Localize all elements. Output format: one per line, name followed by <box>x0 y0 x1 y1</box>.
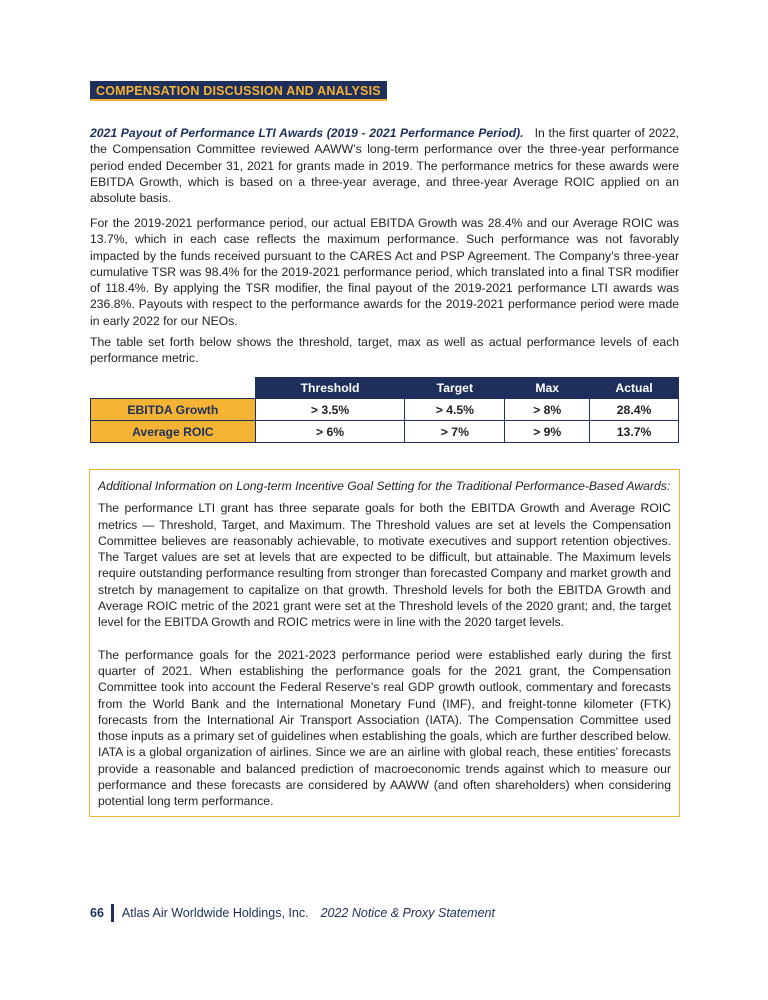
row-threshold: > 6% <box>255 421 405 443</box>
row-max: > 9% <box>505 421 590 443</box>
row-target: > 7% <box>405 421 505 443</box>
row-target: > 4.5% <box>405 399 505 421</box>
info-box-paragraph: The performance LTI grant has three separate goals for both the EBITDA Growth and Average ROIC metrics — Threshold, Target, and Maximum. The Threshold values are set at levels the Compensation Committee believes are reasonably achievable, to motivate executives and support retention objectives. The Target values are set at levels that are expected to be difficult, but attainable. The Maximum levels require outstanding performance resulting from stronger than forecasted Company and market growth and stretch by management to capitalize on that growth. Threshold levels for both the EBITDA Growth and Average ROIC metric of the 2021 grant were set at the Threshold levels of the 2020 grant; and, the target level for the EBITDA Growth and ROIC metrics were in line with the 2020 target levels. <box>98 501 671 630</box>
table-intro-text: The table set forth below shows the threshold, target, max as well as actual performance levels of each performance metric. <box>90 335 679 366</box>
page-number: 66 <box>90 906 104 920</box>
row-metric: EBITDA Growth <box>91 399 256 421</box>
page-footer <box>90 903 495 923</box>
row-max: > 8% <box>505 399 590 421</box>
additional-info-box <box>89 469 680 817</box>
footer-document-title: 2022 Notice & Proxy Statement <box>320 906 495 920</box>
performance-text: For the 2019-2021 performance period, our actual EBITDA Growth was 28.4% and our Average ROIC was 13.7%, which in each case reflects the maximum performance. Such performance was not favorably impacted by the funds received pursuant to the CARES Act and PSP Agreement. The Company’s three-year cumulative TSR was 98.4% for the 2019-2021 performance period, which translated into a final TSR modifier of 118.4%. By applying the TSR modifier, the final payout of the 2019-2021 performance LTI awards was 236.8%. Payouts with respect to the performance awards for the 2019-2021 performance period were made in early 2022 for our NEOs. <box>90 216 679 328</box>
payout-text: In the first quarter of 2022, the Compensation Committee reviewed AAWW’s long-term performance over the three-year performance period ended December 31, 2021 for grants made in 2019. The performance metrics for these awards were EBITDA Growth, which is based on a three-year average, and three-year Average ROIC applied on an absolute basis. <box>90 126 679 206</box>
info-box-paragraph: The performance goals for the 2021-2023 performance period were established early during the first quarter of 2021. When establishing the performance goals for the 2021 grant, the Compensation Committee took into account the Federal Reserve’s real GDP growth outlook, commentary and forecasts from the World Bank and the International Monetary Fund (IMF), and freight-tonne kilometer (FTK) forecasts from the International Air Transport Association (IATA). The Compensation Committee used those inputs as a primary set of guidelines when establishing the goals, which are further described below. IATA is a global organization of airlines. Since we are an airline with global reach, these entities’ forecasts provide a reasonable and balanced prediction of macroeconomic trends against which to measure our performance and these forecasts are considered by AAWW (and often shareholders) when considering potential long term performance. <box>98 647 671 809</box>
row-actual: 28.4% <box>590 399 679 421</box>
header-actual: Actual <box>590 377 679 399</box>
row-metric: Average ROIC <box>91 421 256 443</box>
header-target: Target <box>405 377 505 399</box>
table-row <box>91 421 679 443</box>
footer-divider <box>111 904 114 922</box>
payout-paragraph <box>90 125 679 206</box>
performance-table <box>90 377 679 443</box>
header-threshold: Threshold <box>255 377 405 399</box>
table-row <box>91 399 679 421</box>
header-max: Max <box>505 377 590 399</box>
table-header-row <box>91 377 679 399</box>
info-box-title: Additional Information on Long-term Incentive Goal Setting for the Traditional Performance-Based Awards: <box>98 479 671 493</box>
payout-lead-in: 2021 Payout of Performance LTI Awards (2019 - 2021 Performance Period). <box>90 126 524 140</box>
row-threshold: > 3.5% <box>255 399 405 421</box>
row-actual: 13.7% <box>590 421 679 443</box>
table-intro-paragraph <box>90 334 679 367</box>
footer-company: Atlas Air Worldwide Holdings, Inc. <box>121 906 309 920</box>
header-blank-cell <box>91 377 256 399</box>
performance-paragraph <box>90 215 679 329</box>
section-tag: COMPENSATION DISCUSSION AND ANALYSIS <box>90 81 387 101</box>
